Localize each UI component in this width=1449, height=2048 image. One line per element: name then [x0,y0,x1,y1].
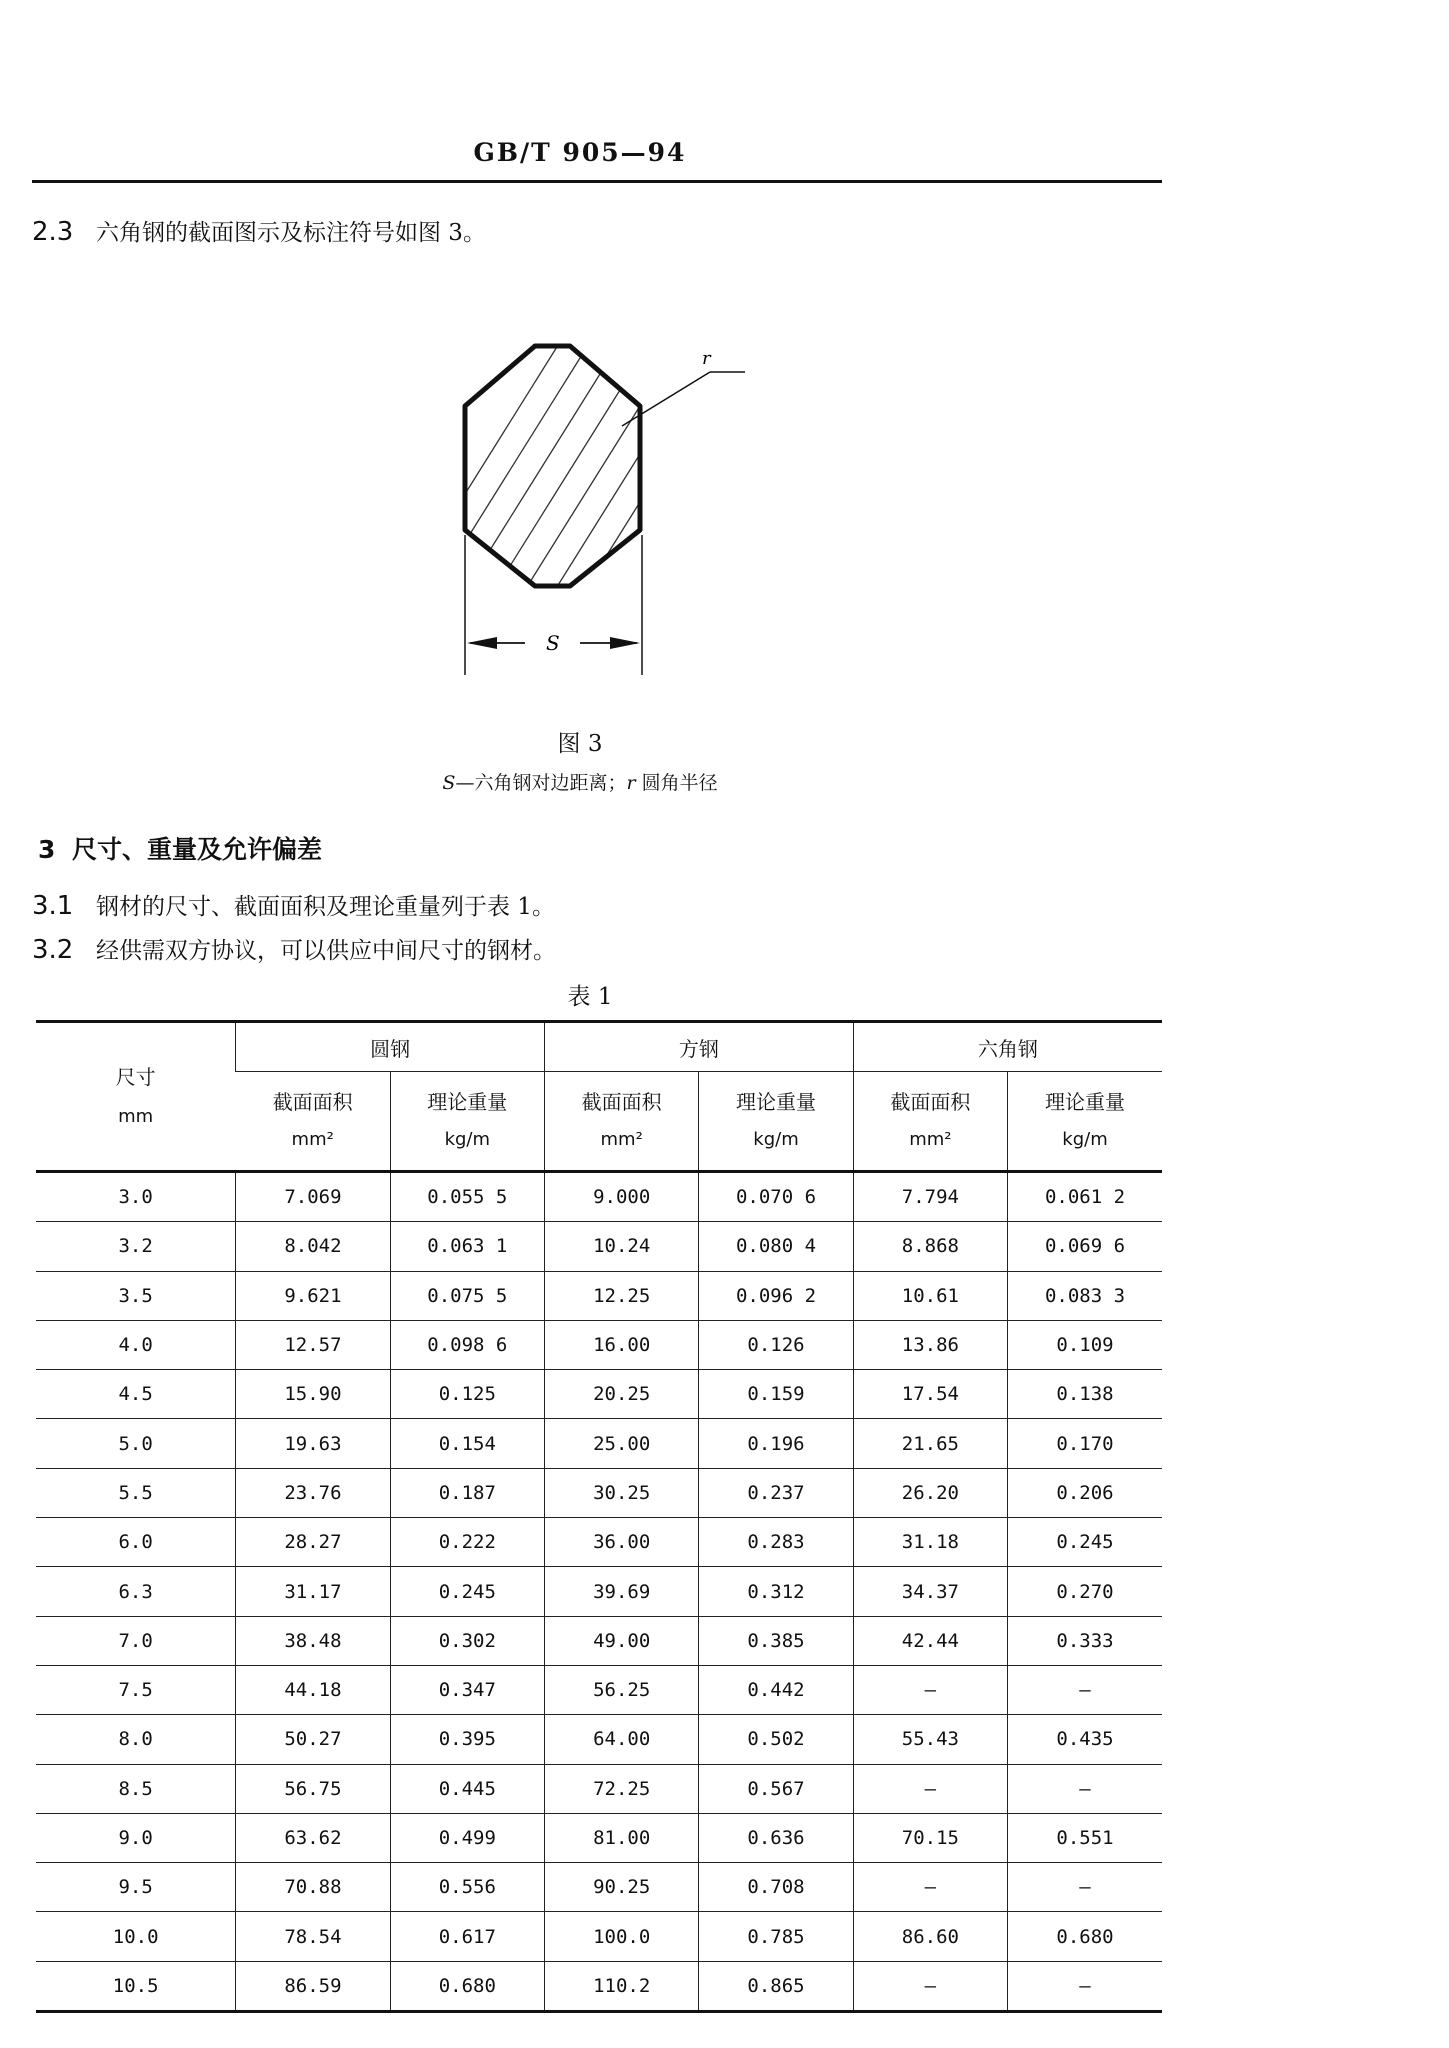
table-row [36,1863,1162,1912]
paragraph-3-1 [32,888,555,921]
value-cell: — [853,1863,1007,1912]
value-cell: — [1008,1764,1162,1813]
legend-s-symbol: S [442,772,456,794]
value-cell: 49.00 [544,1616,698,1665]
hexagon-outline [465,346,640,586]
value-cell: 0.636 [699,1813,853,1862]
value-cell: 17.54 [853,1370,1007,1419]
value-cell: 25.00 [544,1419,698,1468]
table-row [36,1616,1162,1665]
value-cell: 50.27 [236,1715,390,1764]
document-code: GB/T 905—94 [473,138,687,167]
value-cell: 0.237 [699,1468,853,1517]
dimension-label: S [546,631,560,655]
value-cell: 10.24 [544,1222,698,1271]
value-cell: 0.075 5 [390,1271,544,1320]
value-cell: 0.499 [390,1813,544,1862]
value-cell: 23.76 [236,1468,390,1517]
paragraph-number: 3.2 [32,935,74,965]
value-cell: 0.865 [699,1961,853,2011]
table-row [36,1320,1162,1369]
radius-label: r [702,348,711,369]
value-cell: 0.680 [1008,1912,1162,1961]
size-cell: 9.5 [36,1863,236,1912]
group-header-square-steel: 方钢 [544,1022,853,1072]
value-cell: 0.196 [699,1419,853,1468]
table-row [36,1370,1162,1419]
value-cell: 63.62 [236,1813,390,1862]
table-row [36,1912,1162,1961]
size-cell: 10.5 [36,1961,236,2011]
size-cell: 4.5 [36,1370,236,1419]
value-cell: 0.442 [699,1665,853,1714]
table-row [36,1271,1162,1320]
value-cell: 19.63 [236,1419,390,1468]
value-cell: 0.435 [1008,1715,1162,1764]
value-cell: 0.312 [699,1567,853,1616]
value-cell: 0.126 [699,1320,853,1369]
arrow-left-icon [467,637,497,649]
value-cell: 8.042 [236,1222,390,1271]
value-cell: 64.00 [544,1715,698,1764]
value-cell: 0.567 [699,1764,853,1813]
value-cell: 0.680 [390,1961,544,2011]
paragraph-text: 六角钢的截面图示及标注符号如图 3。 [96,220,486,246]
value-cell: 0.187 [390,1468,544,1517]
value-cell: 0.083 3 [1008,1271,1162,1320]
value-cell: 9.000 [544,1172,698,1222]
value-cell: 0.245 [390,1567,544,1616]
value-cell: 0.096 2 [699,1271,853,1320]
value-cell: 86.59 [236,1961,390,2011]
value-cell: 0.333 [1008,1616,1162,1665]
hexagon-section-drawing [440,330,760,690]
value-cell: 0.159 [699,1370,853,1419]
value-cell: 0.061 2 [1008,1172,1162,1222]
group-header-round-steel: 圆钢 [236,1022,545,1072]
value-cell: 0.270 [1008,1567,1162,1616]
value-cell: 10.61 [853,1271,1007,1320]
value-cell: — [1008,1863,1162,1912]
value-cell: 26.20 [853,1468,1007,1517]
value-cell: 12.25 [544,1271,698,1320]
value-cell: 0.109 [1008,1320,1162,1369]
value-cell: 0.055 5 [390,1172,544,1222]
value-cell: 12.57 [236,1320,390,1369]
legend-r-text: 圆角半径 [635,772,718,794]
value-cell: 78.54 [236,1912,390,1961]
section-number: 3 [38,835,56,864]
paragraph-2-3 [32,214,486,247]
section-heading-3 [38,830,322,866]
table-row [36,1665,1162,1714]
arrow-right-icon [610,637,640,649]
table-row [36,1222,1162,1271]
size-cell: 5.5 [36,1468,236,1517]
table-row [36,1961,1162,2011]
table-row [36,1813,1162,1862]
size-cell: 10.0 [36,1912,236,1961]
value-cell: 8.868 [853,1222,1007,1271]
paragraph-number: 2.3 [32,217,74,247]
size-cell: 8.5 [36,1764,236,1813]
value-cell: 36.00 [544,1518,698,1567]
value-cell: — [1008,1961,1162,2011]
paragraph-3-2 [32,932,556,965]
group-header-hexagon-steel: 六角钢 [853,1022,1162,1072]
value-cell: 13.86 [853,1320,1007,1369]
size-cell: 4.0 [36,1320,236,1369]
value-cell: 110.2 [544,1961,698,2011]
column-header-weight: 理论重量 kg/m [1008,1072,1162,1172]
value-cell: 0.283 [699,1518,853,1567]
value-cell: 31.18 [853,1518,1007,1567]
column-header-weight: 理论重量 kg/m [699,1072,853,1172]
value-cell: 0.445 [390,1764,544,1813]
column-header-area: 截面面积 mm² [236,1072,390,1172]
value-cell: 72.25 [544,1764,698,1813]
size-cell: 3.5 [36,1271,236,1320]
value-cell: 0.708 [699,1863,853,1912]
value-cell: 56.75 [236,1764,390,1813]
size-cell: 3.2 [36,1222,236,1271]
table-row [36,1172,1162,1222]
value-cell: 86.60 [853,1912,1007,1961]
figure-legend [0,768,1160,795]
value-cell: 0.069 6 [1008,1222,1162,1271]
value-cell: — [853,1665,1007,1714]
header-rule [32,180,1162,183]
size-cell: 9.0 [36,1813,236,1862]
value-cell: 0.551 [1008,1813,1162,1862]
size-cell: 7.5 [36,1665,236,1714]
size-cell: 5.0 [36,1419,236,1468]
value-cell: 56.25 [544,1665,698,1714]
value-cell: 100.0 [544,1912,698,1961]
table-row [36,1567,1162,1616]
value-cell: 70.88 [236,1863,390,1912]
dimensions-table [36,1020,1162,2013]
size-column-header [36,1022,236,1172]
value-cell: 0.154 [390,1419,544,1468]
table-row [36,1715,1162,1764]
table-title: 表 1 [567,984,613,1010]
value-cell: 0.245 [1008,1518,1162,1567]
section-title: 尺寸、重量及允许偏差 [72,835,323,864]
figure-caption: 图 3 [557,731,603,757]
value-cell: 39.69 [544,1567,698,1616]
value-cell: 0.395 [390,1715,544,1764]
value-cell: 0.385 [699,1616,853,1665]
size-cell: 3.0 [36,1172,236,1222]
table-row [36,1419,1162,1468]
size-unit: mm [118,1105,154,1127]
value-cell: 38.48 [236,1616,390,1665]
value-cell: 0.070 6 [699,1172,853,1222]
value-cell: 0.347 [390,1665,544,1714]
table-body [36,1172,1162,2012]
value-cell: 0.222 [390,1518,544,1567]
column-header-area: 截面面积 mm² [853,1072,1007,1172]
value-cell: 30.25 [544,1468,698,1517]
table-row [36,1468,1162,1517]
paragraph-text: 钢材的尺寸、截面面积及理论重量列于表 1。 [96,894,555,920]
value-cell: 15.90 [236,1370,390,1419]
value-cell: 0.502 [699,1715,853,1764]
value-cell: 81.00 [544,1813,698,1862]
table-row [36,1518,1162,1567]
value-cell: 70.15 [853,1813,1007,1862]
value-cell: 21.65 [853,1419,1007,1468]
table-group-header-row [36,1022,1162,1072]
value-cell: 0.617 [390,1912,544,1961]
value-cell: 0.125 [390,1370,544,1419]
value-cell: 0.063 1 [390,1222,544,1271]
value-cell: 31.17 [236,1567,390,1616]
paragraph-text: 经供需双方协议，可以供应中间尺寸的钢材。 [96,938,556,964]
column-header-weight: 理论重量 kg/m [390,1072,544,1172]
value-cell: 34.37 [853,1567,1007,1616]
legend-s-text: —六角钢对边距离； [455,772,627,794]
table-row [36,1764,1162,1813]
value-cell: 28.27 [236,1518,390,1567]
size-cell: 7.0 [36,1616,236,1665]
value-cell: 0.302 [390,1616,544,1665]
size-label: 尺寸 [115,1064,156,1089]
value-cell: 42.44 [853,1616,1007,1665]
value-cell: 0.206 [1008,1468,1162,1517]
value-cell: 0.080 4 [699,1222,853,1271]
value-cell: 7.794 [853,1172,1007,1222]
value-cell: 9.621 [236,1271,390,1320]
paragraph-number: 3.1 [32,891,74,921]
value-cell: 0.098 6 [390,1320,544,1369]
value-cell: 16.00 [544,1320,698,1369]
value-cell: 0.785 [699,1912,853,1961]
value-cell: 0.138 [1008,1370,1162,1419]
value-cell: 0.170 [1008,1419,1162,1468]
value-cell: 44.18 [236,1665,390,1714]
value-cell: 90.25 [544,1863,698,1912]
value-cell: — [853,1961,1007,2011]
value-cell: — [1008,1665,1162,1714]
size-cell: 6.3 [36,1567,236,1616]
size-cell: 8.0 [36,1715,236,1764]
size-cell: 6.0 [36,1518,236,1567]
value-cell: 7.069 [236,1172,390,1222]
legend-r-symbol: r [626,772,636,794]
value-cell: — [853,1764,1007,1813]
value-cell: 55.43 [853,1715,1007,1764]
column-header-area: 截面面积 mm² [544,1072,698,1172]
value-cell: 20.25 [544,1370,698,1419]
value-cell: 0.556 [390,1863,544,1912]
hexagon-figure [440,330,760,690]
